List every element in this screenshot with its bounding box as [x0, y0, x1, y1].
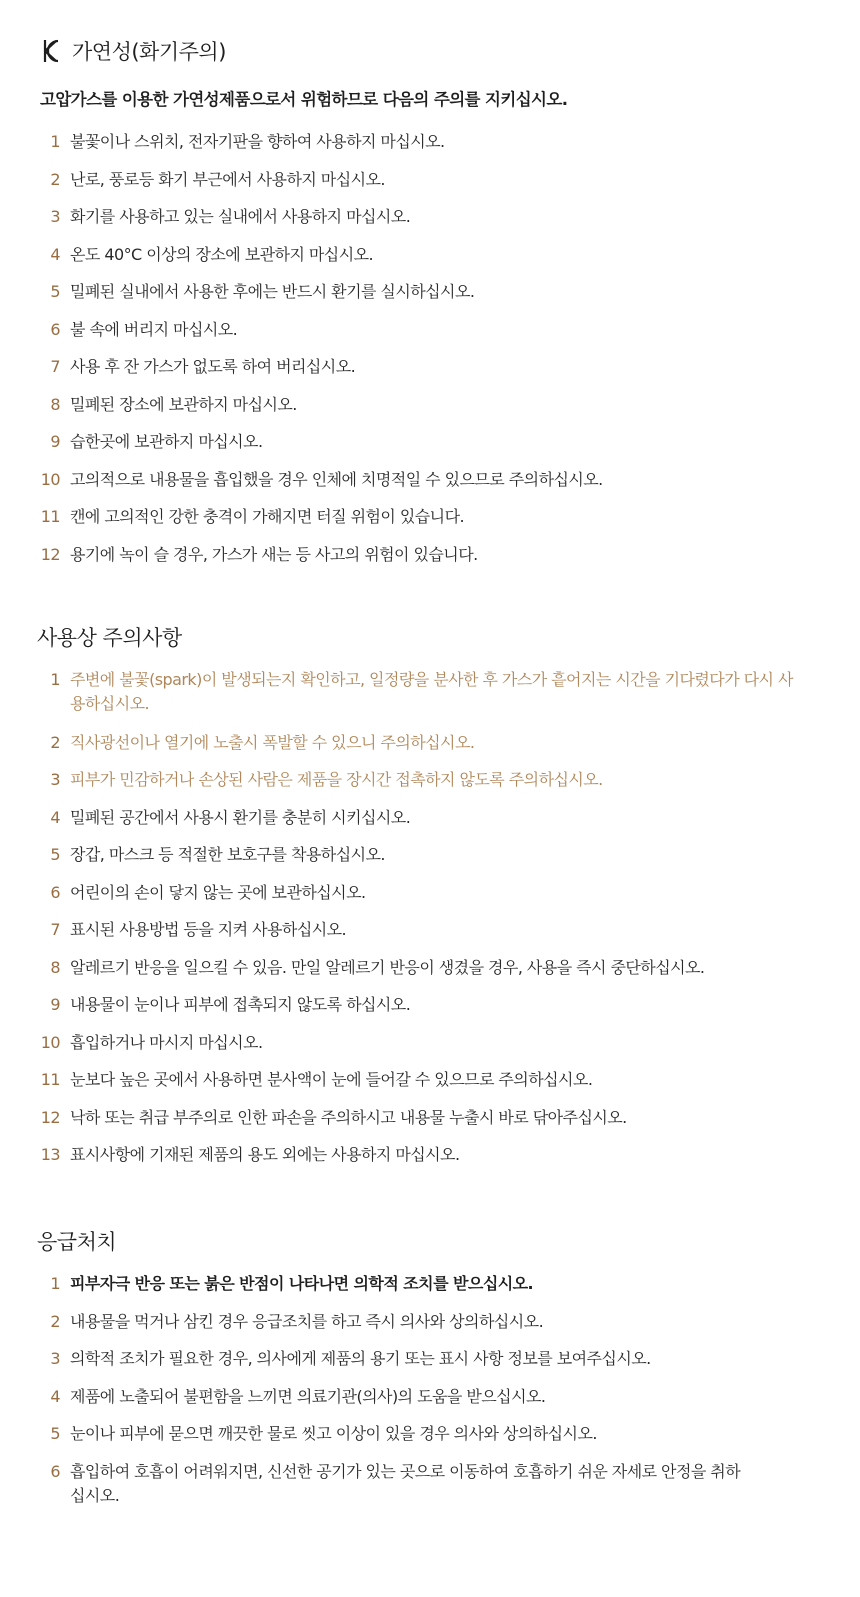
list-item-number: 6	[50, 882, 60, 902]
list-item-number: 2	[50, 1311, 60, 1331]
list-item-text: 의학적 조치가 필요한 경우, 의사에게 제품의 용기 또는 표시 사항 정보를 보여주십시오.	[70, 1349, 651, 1368]
list-item	[34, 1385, 754, 1423]
list-item	[34, 243, 814, 281]
list-item	[34, 430, 814, 468]
list-item	[34, 393, 814, 431]
list-item-number: 3	[50, 1349, 60, 1368]
list-item-text: 캔에 고의적인 강한 충격이 가해지면 터질 위험이 있습니다.	[70, 507, 465, 526]
list-item-number: 8	[50, 957, 60, 977]
list-item-number: 4	[50, 244, 60, 264]
list-item	[34, 1310, 754, 1348]
list-item-text: 눈보다 높은 곳에서 사용하면 분사액이 눈에 들어갈 수 있으므로 주의하십시오.	[70, 1070, 593, 1089]
list-item-number: 3	[50, 770, 60, 789]
list-item-text: 밀폐된 실내에서 사용한 후에는 반드시 환기를 실시하십시오.	[70, 282, 475, 301]
list-item-text: 흡입하여 호흡이 어려워지면, 신선한 공기가 있는 곳으로 이동하여 호흡하기 쉬운 자세로 안정을 취하십시오.	[70, 1461, 741, 1505]
list-item-text: 표시사항에 기재된 제품의 용도 외에는 사용하지 마십시오.	[70, 1145, 460, 1164]
list-item	[34, 1143, 794, 1181]
list-item-text: 직사광선이나 열기에 노출시 폭발할 수 있으니 주의하십시오.	[70, 732, 475, 752]
list-item	[34, 881, 794, 919]
list-item	[34, 768, 794, 806]
list-item-text: 내용물을 먹거나 삼킨 경우 응급조치를 하고 즉시 의사와 상의하십시오.	[70, 1311, 544, 1331]
list-item-number: 12	[40, 1107, 60, 1127]
list-item-number: 4	[50, 1386, 60, 1406]
list-item-text: 어린이의 손이 닿지 않는 곳에 보관하십시오.	[70, 882, 366, 902]
list-item	[34, 130, 814, 168]
list-item	[34, 1422, 754, 1460]
list-item	[34, 668, 794, 731]
list-item	[34, 1068, 794, 1106]
list-item	[34, 280, 814, 318]
list-item-number: 2	[50, 732, 60, 752]
list-item-number: 10	[40, 1032, 60, 1052]
list-item	[34, 1031, 794, 1069]
list-item	[34, 918, 794, 956]
list-item-number: 9	[50, 995, 60, 1014]
section-flammable-intro: 고압가스를 이용한 가연성제품으로서 위험하므로 다음의 주의를 지키십시오.	[40, 90, 568, 109]
list-item	[34, 468, 814, 506]
list-item-number: 12	[40, 544, 60, 564]
list-item-number: 8	[50, 394, 60, 414]
flammable-warning-list	[34, 130, 814, 580]
list-item-number: 1	[50, 132, 60, 151]
section-flammable-title: 가연성(화기주의)	[72, 40, 226, 64]
list-item	[34, 1460, 754, 1505]
list-item	[34, 843, 794, 881]
list-item-text: 불꽃이나 스위치, 전자기판을 향하여 사용하지 마십시오.	[70, 132, 445, 151]
list-item-text: 피부가 민감하거나 손상된 사람은 제품을 장시간 접촉하지 않도록 주의하십시오.	[70, 770, 603, 789]
usage-precaution-list	[34, 668, 794, 1181]
list-item-text: 내용물이 눈이나 피부에 접촉되지 않도록 하십시오.	[70, 995, 411, 1014]
list-item-number: 3	[50, 207, 60, 226]
list-item-text: 제품에 노출되어 불편함을 느끼면 의료기관(의사)의 도움을 받으십시오.	[70, 1386, 546, 1406]
list-item-text: 표시된 사용방법 등을 지켜 사용하십시오.	[70, 920, 347, 939]
list-item-number: 6	[50, 1461, 60, 1481]
list-item-text: 알레르기 반응을 일으킬 수 있음. 만일 알레르기 반응이 생겼을 경우, 사용을 즉시 중단하십시오.	[70, 957, 705, 977]
list-item-text: 사용 후 잔 가스가 없도록 하여 버리십시오.	[70, 357, 356, 376]
list-item-number: 11	[40, 507, 60, 526]
list-item-number: 5	[50, 845, 60, 864]
list-item-text: 난로, 풍로등 화기 부근에서 사용하지 마십시오.	[70, 169, 385, 189]
list-item	[34, 355, 814, 393]
first-aid-list	[34, 1272, 754, 1505]
list-item-text: 불 속에 버리지 마십시오.	[70, 319, 238, 339]
list-item-number: 6	[50, 319, 60, 339]
list-item-text: 흡입하거나 마시지 마십시오.	[70, 1032, 263, 1052]
list-item-number: 13	[40, 1145, 60, 1164]
list-item	[34, 1106, 794, 1144]
list-item-text: 장갑, 마스크 등 적절한 보호구를 착용하십시오.	[70, 845, 385, 864]
list-item	[34, 205, 814, 243]
list-item-number: 1	[50, 1274, 60, 1293]
list-item-text: 밀폐된 공간에서 사용시 환기를 충분히 시키십시오.	[70, 807, 411, 827]
list-item-number: 5	[50, 1424, 60, 1443]
list-item	[34, 993, 794, 1031]
list-item-number: 10	[40, 469, 60, 489]
section-flammable-header	[40, 36, 226, 66]
list-item-number: 7	[50, 357, 60, 376]
list-item-text: 습한곳에 보관하지 마십시오.	[70, 432, 263, 451]
list-item	[34, 505, 814, 543]
list-item-text: 온도 40°C 이상의 장소에 보관하지 마십시오.	[70, 244, 374, 264]
list-item	[34, 543, 814, 581]
list-item	[34, 168, 814, 206]
list-item-number: 4	[50, 807, 60, 827]
section-first-aid-title: 응급처치	[37, 1230, 117, 1254]
list-item	[34, 806, 794, 844]
list-item-text: 주변에 불꽃(spark)이 발생되는지 확인하고, 일정량을 분사한 후 가스가 흩어지는 시간을 기다렸다가 다시 사용하십시오.	[70, 670, 793, 713]
list-item	[34, 318, 814, 356]
section-usage-title: 사용상 주의사항	[37, 626, 182, 650]
list-item-text: 용기에 녹이 슬 경우, 가스가 새는 등 사고의 위험이 있습니다.	[70, 544, 478, 564]
list-item-number: 9	[50, 432, 60, 451]
list-item	[34, 1347, 754, 1385]
list-item-number: 7	[50, 920, 60, 939]
list-item-text: 눈이나 피부에 묻으면 깨끗한 물로 씻고 이상이 있을 경우 의사와 상의하십시오.	[70, 1424, 597, 1443]
list-item-number: 2	[50, 169, 60, 189]
list-item-text: 고의적으로 내용물을 흡입했을 경우 인체에 치명적일 수 있으므로 주의하십시오.	[70, 469, 603, 489]
list-item-number: 1	[50, 670, 60, 689]
list-item-number: 5	[50, 282, 60, 301]
list-item-number: 11	[40, 1070, 60, 1089]
list-item-text: 피부자극 반응 또는 붉은 반점이 나타나면 의학적 조치를 받으십시오.	[70, 1274, 534, 1293]
kc-certification-icon	[40, 37, 64, 65]
list-item-text: 화기를 사용하고 있는 실내에서 사용하지 마십시오.	[70, 207, 411, 226]
list-item	[34, 731, 794, 769]
list-item	[34, 956, 794, 994]
list-item-text: 낙하 또는 취급 부주의로 인한 파손을 주의하시고 내용물 누출시 바로 닦아주십시오.	[70, 1107, 627, 1127]
list-item-text: 밀폐된 장소에 보관하지 마십시오.	[70, 394, 297, 414]
list-item	[34, 1272, 754, 1310]
